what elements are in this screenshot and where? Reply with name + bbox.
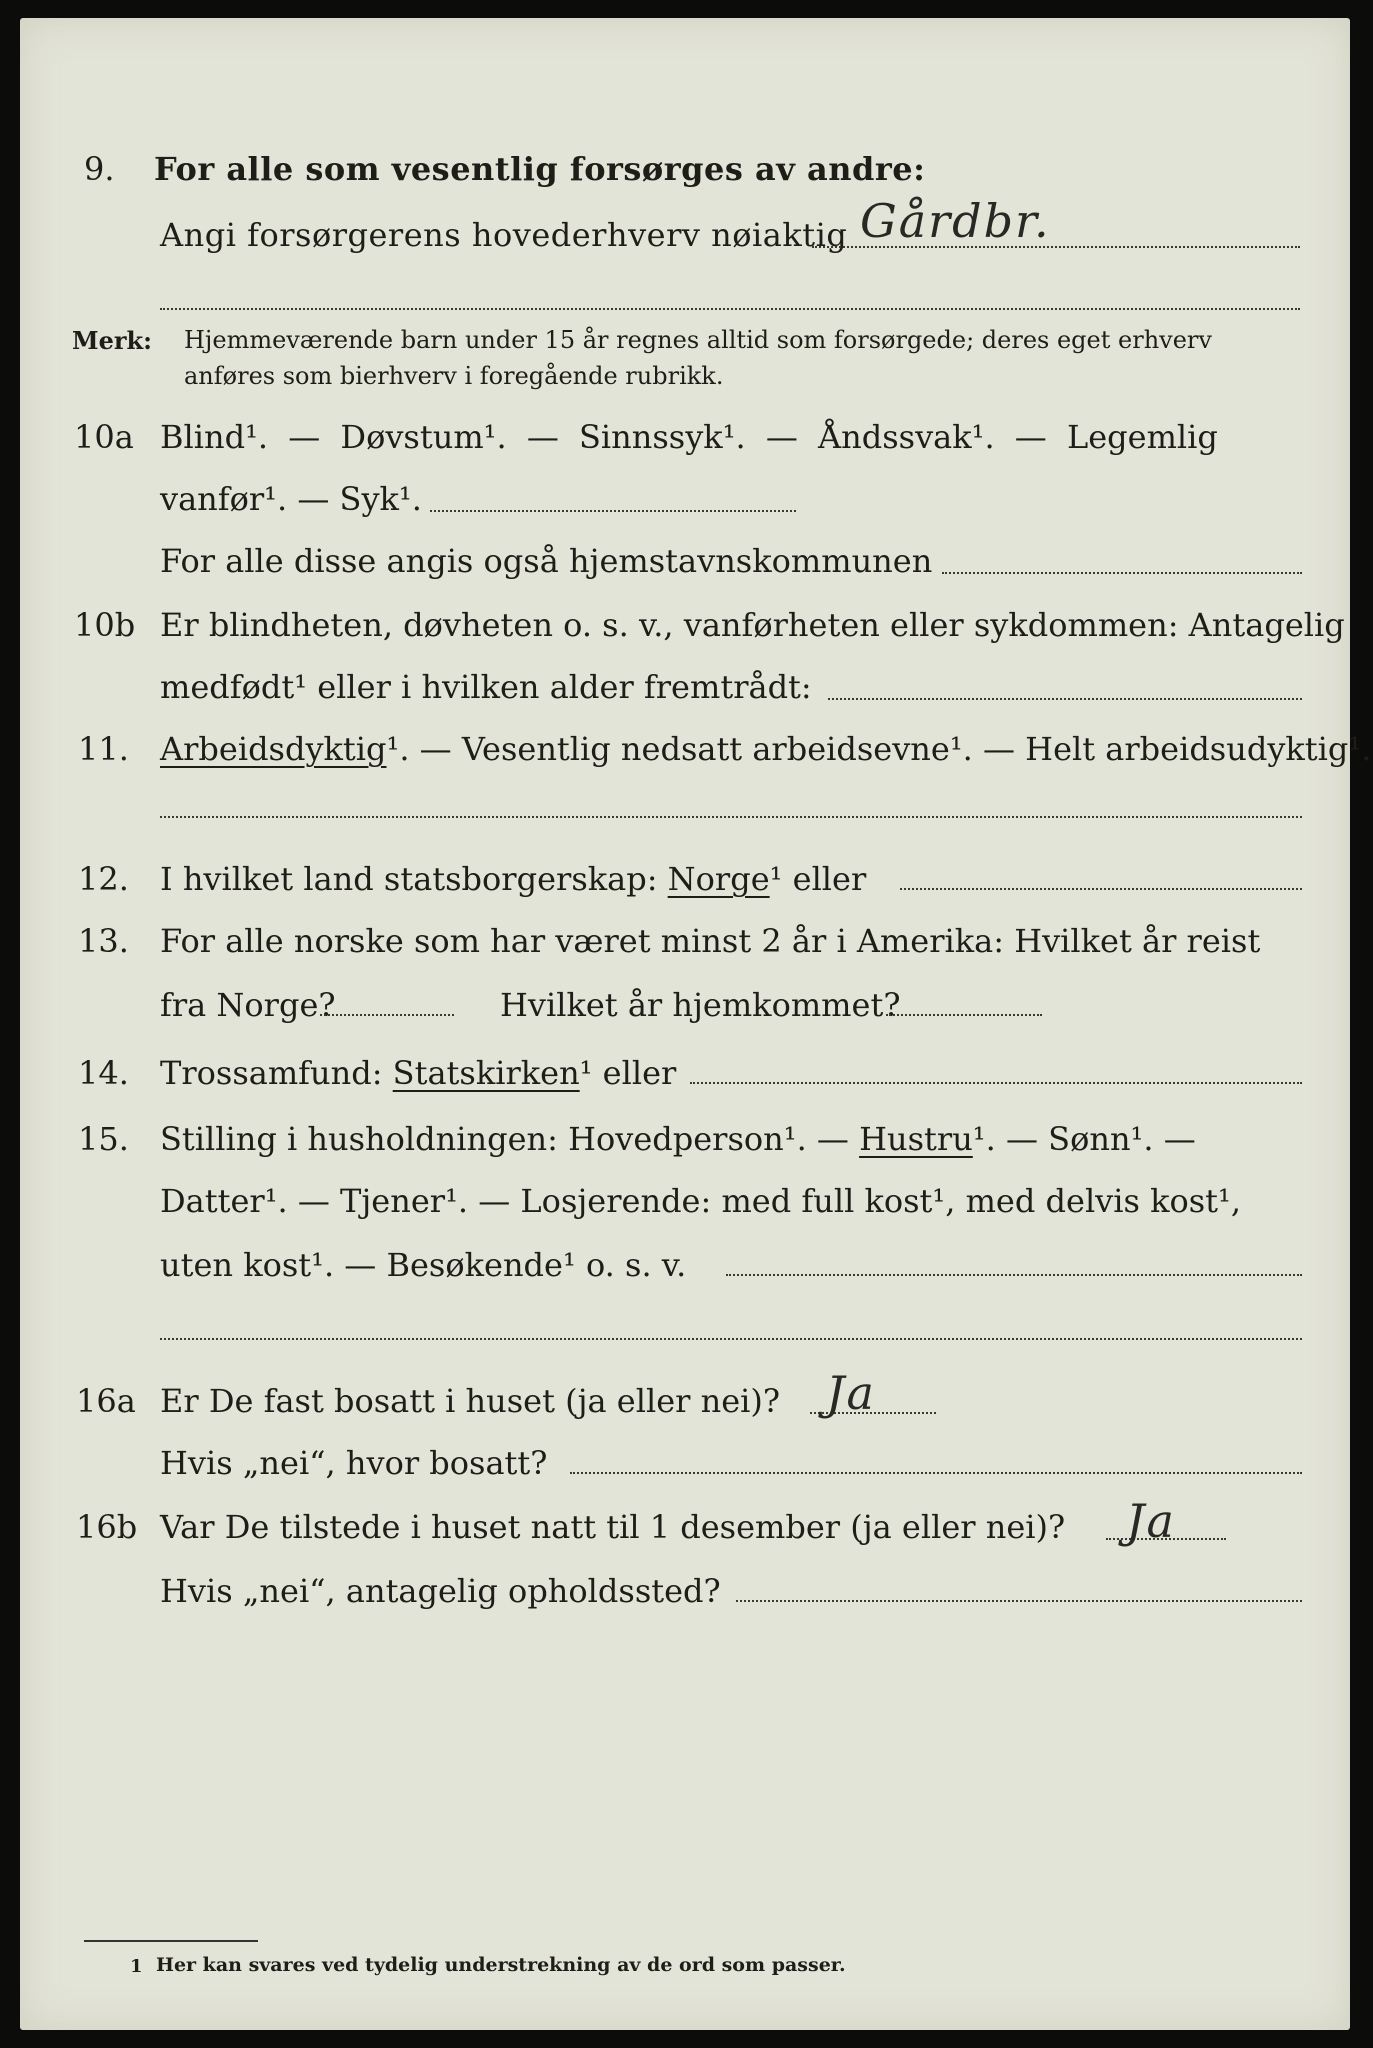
q15-line-1a: Stilling i husholdningen: Hovedperson¹. — <box>160 1120 849 1158</box>
q14-rest: ¹ eller <box>579 1054 677 1092</box>
q13-year-left-line <box>320 1014 454 1016</box>
q15-answer-line-2 <box>160 1338 1302 1340</box>
footnote-text: Her kan svares ved tydelig understrekning av de ord som passer. <box>156 1954 846 1976</box>
q10b-answer-line <box>828 698 1302 700</box>
q11-line <box>160 730 1371 768</box>
q10a-line-3: For alle disse angis også hjemstavnskommunen <box>160 542 933 580</box>
q15-line-1b: ¹. — Sønn¹. — <box>972 1120 1196 1158</box>
q12-line <box>160 860 866 898</box>
merk-line-1: Hjemmeværende barn under 15 år regnes alltid som forsørgede; deres eget erhverv <box>184 326 1212 354</box>
q10b-number: 10b <box>74 606 136 644</box>
q15-line-3: uten kost¹. — Besøkende¹ o. s. v. <box>160 1246 687 1284</box>
footnote-rule <box>84 1940 258 1942</box>
q15-answer-line <box>726 1274 1302 1276</box>
q13-line-1: For alle norske som har været minst 2 år i Amerika: Hvilket år reist <box>160 922 1261 960</box>
census-form-page <box>20 18 1372 2030</box>
q14-line <box>160 1054 676 1092</box>
q13-year-returned-line <box>886 1014 1042 1016</box>
q10a-answer-line-2 <box>942 572 1302 574</box>
q16b-number: 16b <box>76 1508 138 1546</box>
q15-line-1 <box>160 1120 1196 1158</box>
q15-option-hustru: Hustru <box>859 1120 973 1158</box>
q9-handwritten-answer: Gårdbr. <box>860 194 1051 248</box>
q16b-line-2: Hvis „nei“, antagelig opholdssted? <box>160 1572 721 1610</box>
q9-number: 9. <box>84 150 115 188</box>
q11-answer-line <box>160 816 1302 818</box>
q9-heading: For alle som vesentlig forsørges av andre: <box>154 150 926 188</box>
q16b-handwritten-answer: Ja <box>1126 1494 1176 1548</box>
q10b-line-1: Er blindheten, døvheten o. s. v., vanførheten eller sykdommen: Antagelig <box>160 606 1345 644</box>
q13-number: 13. <box>78 922 129 960</box>
q14-answer-line <box>690 1082 1302 1084</box>
q11-rest: ¹. — Vesentlig nedsatt arbeidsevne¹. — Helt arbeidsudyktig¹. <box>386 730 1372 768</box>
q16b-line-1: Var De tilstede i huset natt til 1 desember (ja eller nei)? <box>160 1508 1066 1546</box>
q9-prompt: Angi forsørgerens hovederhverv nøiaktig <box>160 216 848 254</box>
merk-label: Merk: <box>72 326 152 355</box>
q14-text: Trossamfund: <box>160 1054 383 1092</box>
q16b-answer-line-2 <box>736 1600 1302 1602</box>
merk-line-2: anføres som bierhverv i foregående rubrikk. <box>184 362 724 390</box>
q10a-number: 10a <box>74 418 134 456</box>
q12-number: 12. <box>78 860 129 898</box>
q15-number: 15. <box>78 1120 129 1158</box>
q16a-handwritten-answer: Ja <box>826 1366 876 1420</box>
q16a-number: 16a <box>76 1382 136 1420</box>
q12-text: I hvilket land statsborgerskap: <box>160 860 658 898</box>
q12-option-norge: Norge <box>667 860 770 898</box>
q13-line-2a: fra Norge? <box>160 986 336 1024</box>
q15-line-2: Datter¹. — Tjener¹. — Losjerende: med full kost¹, med delvis kost¹, <box>160 1182 1242 1220</box>
q16a-answer-line-2 <box>570 1472 1302 1474</box>
q13-line-2b: Hvilket år hjemkommet? <box>500 986 901 1024</box>
q10a-line-2: vanfør¹. — Syk¹. <box>160 480 422 518</box>
q14-option-statskirken: Statskirken <box>392 1054 580 1092</box>
q10b-line-2: medfødt¹ eller i hvilken alder fremtrådt: <box>160 668 812 706</box>
q16a-line-1: Er De fast bosatt i huset (ja eller nei)? <box>160 1382 781 1420</box>
q10a-answer-line <box>430 510 796 512</box>
q16a-line-2: Hvis „nei“, hvor bosatt? <box>160 1444 548 1482</box>
q10a-line-1: Blind¹. — Døvstum¹. — Sinnssyk¹. — Åndssvak¹. — Legemlig <box>160 418 1218 456</box>
q14-number: 14. <box>78 1054 129 1092</box>
footnote-mark: 1 <box>130 1956 143 1977</box>
q12-answer-line <box>900 888 1302 890</box>
q11-number: 11. <box>78 730 129 768</box>
q9-answer-line-2 <box>160 308 1300 310</box>
q12-rest: ¹ eller <box>769 860 867 898</box>
q11-option-arbeidsdyktig: Arbeidsdyktig <box>160 730 387 768</box>
